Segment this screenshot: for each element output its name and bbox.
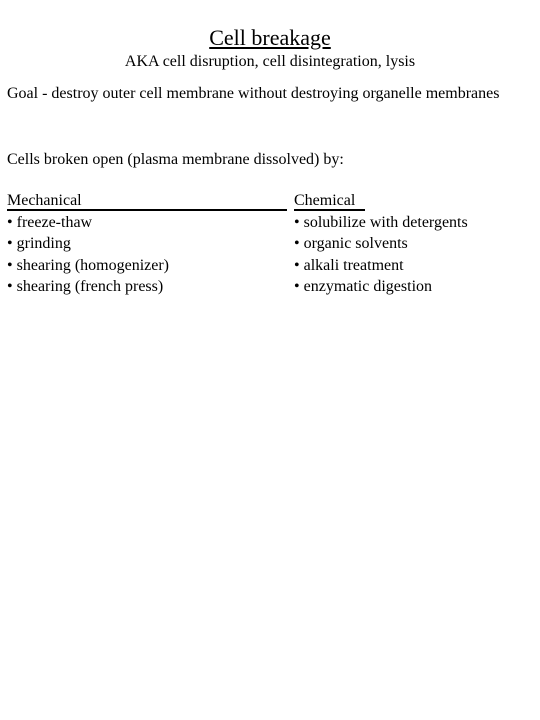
bullet-glyph: • bbox=[7, 213, 13, 231]
bullet-glyph: • bbox=[294, 213, 300, 231]
list-item bbox=[294, 233, 534, 255]
bullet-glyph: • bbox=[7, 278, 13, 295]
list-item bbox=[7, 255, 287, 277]
bullet-glyph: • bbox=[294, 235, 300, 252]
chemical-list bbox=[294, 212, 534, 298]
list-item-label: enzymatic digestion bbox=[303, 278, 433, 295]
bullet-glyph: • bbox=[7, 256, 13, 274]
list-item-label: freeze-thaw bbox=[16, 213, 93, 231]
slide-title: Cell breakage bbox=[209, 25, 331, 50]
slide-subtitle: AKA cell disruption, cell disintegration, lysis bbox=[124, 53, 416, 70]
list-item bbox=[294, 276, 534, 298]
chemical-heading bbox=[294, 190, 534, 212]
list-item-label: solubilize with detergents bbox=[303, 213, 468, 231]
list-item bbox=[294, 255, 534, 277]
list-item-label: grinding bbox=[16, 235, 71, 252]
list-item-label: shearing (homogenizer) bbox=[16, 256, 169, 274]
list-item bbox=[7, 276, 287, 298]
list-item bbox=[7, 233, 287, 255]
mechanical-heading-underline bbox=[7, 209, 287, 211]
mechanical-heading-label: Mechanical bbox=[7, 192, 82, 209]
list-item-label: alkali treatment bbox=[303, 256, 404, 274]
goal-text: Goal - destroy outer cell membrane without destroying organelle membranes bbox=[7, 85, 500, 102]
list-item bbox=[294, 212, 534, 234]
mechanical-list bbox=[7, 212, 287, 298]
chemical-heading-label: Chemical bbox=[294, 192, 356, 209]
list-item-label: shearing (french press) bbox=[16, 278, 164, 295]
mechanical-column bbox=[7, 190, 287, 298]
intro-text: Cells broken open (plasma membrane dissolved) by: bbox=[7, 151, 344, 168]
bullet-glyph: • bbox=[294, 256, 300, 274]
chemical-column bbox=[294, 190, 534, 298]
mechanical-heading bbox=[7, 190, 287, 212]
list-item bbox=[7, 212, 287, 234]
bullet-glyph: • bbox=[294, 278, 300, 295]
list-item-label: organic solvents bbox=[303, 235, 408, 252]
bullet-glyph: • bbox=[7, 235, 13, 252]
chemical-heading-underline bbox=[294, 209, 365, 211]
